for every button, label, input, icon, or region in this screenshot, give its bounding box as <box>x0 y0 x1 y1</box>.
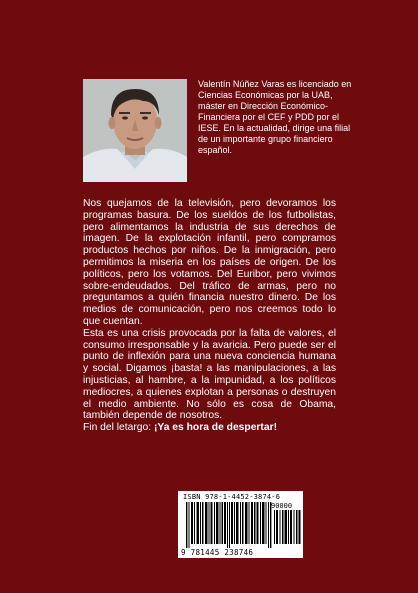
price-code: 90000 <box>271 502 293 510</box>
synopsis <box>83 198 336 434</box>
barcode-bars <box>186 502 301 548</box>
closing-prefix: Fin del letargo: <box>83 422 154 434</box>
isbn-label: ISBN 978-1-4452-3874-6 <box>183 493 281 501</box>
synopsis-paragraph: Esta es una crisis provocada por la falta de valores, el consumo irresponsable y la avaricia. Pero puede ser el punto de inflexión para una nueva conciencia humana y social. Digamos ¡basta! a las manipulaciones, a las injusticias, al hambre, a la impunidad, a los políticos mediocres, a quienes explotan a personas o destruyen el medio ambiente. No sólo es cosa de Obama, también depende de nosotros. <box>83 327 336 422</box>
isbn-barcode <box>178 491 303 558</box>
closing-emphasis: ¡Ya es hora de despertar! <box>153 422 278 434</box>
barcode-digits: 9 781445 238746 <box>181 548 254 557</box>
closing-line <box>83 422 336 434</box>
author-photo <box>83 79 187 182</box>
author-bio: Valentín Núñez Varas es licenciado en Ciencias Económicas por la UAB, máster en Dirección Económico-Financiera por el CEF y PDD por el IESE. En la actualidad, dirige una filial de un importante grupo financiero español. <box>198 79 352 155</box>
synopsis-paragraph: Nos quejamos de la televisión, pero devoramos los programas basura. De los sueldos de los futbolistas, pero alimentamos la industria de sus derechos de imagen. De la explotación infantil, pero compramos productos hechos por niños. De la inmigración, pero permitimos la miseria en los países de origen. De los políticos, pero los votamos. Del Euribor, pero vivimos sobre-endeudados. Del tráfico de armas, pero no preguntamos a quién financia nuestro dinero. De los medios de comunicación, pero nos creemos todo lo que cuentan. <box>83 198 336 327</box>
